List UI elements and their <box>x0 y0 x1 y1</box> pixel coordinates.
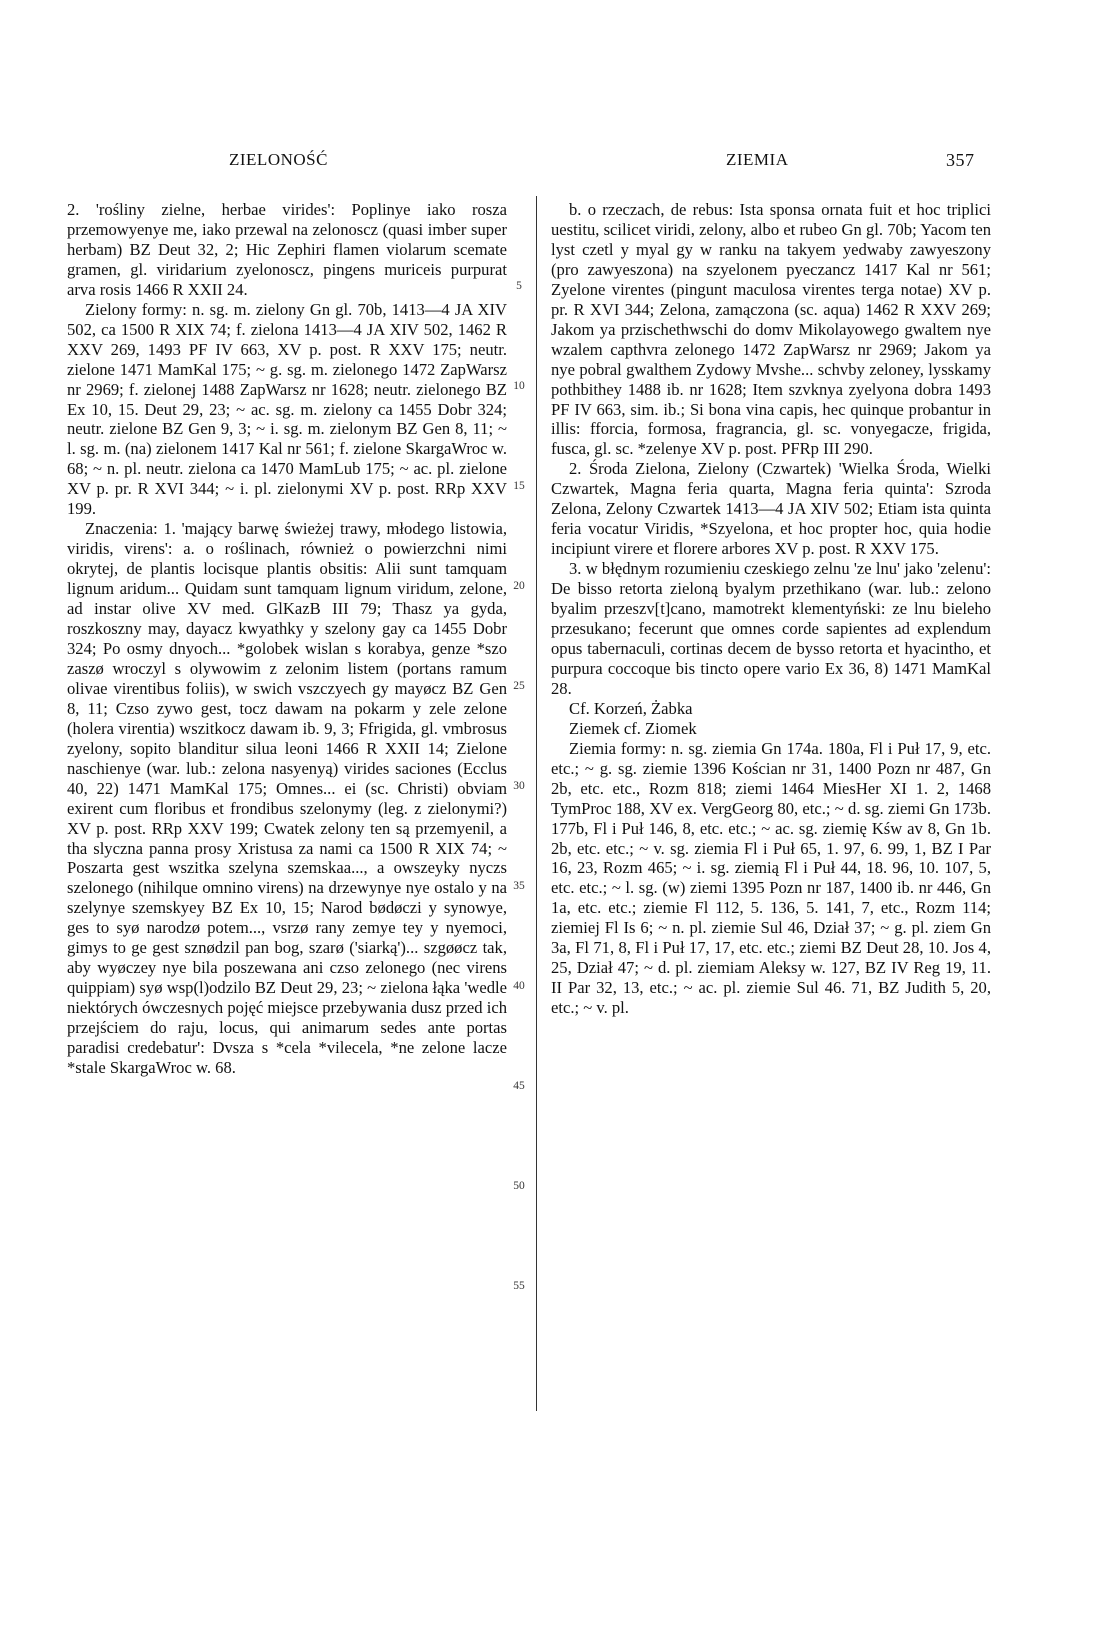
line-number: 10 <box>513 380 525 392</box>
page-number: 357 <box>946 150 975 170</box>
line-number: 15 <box>513 480 525 492</box>
right-column <box>551 200 991 1018</box>
column-divider <box>536 196 537 1411</box>
running-head-right: ZIEMIA <box>726 150 789 169</box>
paragraph: 3. w błędnym rozumieniu czeskiego zelnu 'ze lnu' jako 'zelenu': De bisso retorta zieloną byalym przethikano (war. lub.: zelono byalim przeszv[t]cano, mamotrekt klementyński: ze lnu bieleho przesukano; fecerunt que omnes corde sapientes ad explendum opus tabernaculi, cortinas decem de bysso retorta et hyacintho, et purpura coccoque bis tincto opere vario Ex 36, 8) 1471 MamKal 28. <box>551 559 991 698</box>
paragraph: 2. Środa Zielona, Zielony (Czwartek) 'Wielka Środa, Wielki Czwartek, Magna feria quarta, Magna feria quinta': Szroda Zelona, Zelony Czwartek 1413—4 JA XIV 502; Etiam ista quinta feria vocatur Viridis, *Szyelona, et hoc propter hoc, quia hodie incipiunt virere et florere arbores XV p. post. R XXV 175. <box>551 459 991 559</box>
paragraph: 2. 'rośliny zielne, herbae virides': Poplinye iako rosza przemowyenye me, iako przewal na zelonoscz (quasi imber super herbam) BZ Deut 32, 2; Hic Zephiri flamen violarum scemate gramen, gl. viridarium zyelonoscz, pingens muriceis purpurat arva rosis 1466 R XXII 24. <box>67 200 507 299</box>
line-number: 45 <box>513 1080 525 1092</box>
paragraph: Zielony formy: n. sg. m. zielony Gn gl. 70b, 1413—4 JA XIV 502, ca 1500 R XIX 74; f. zielona 1413—4 JA XIV 502, 1462 R XXV 269, 1493 PF IV 663, XV p. post. R XXV 175; neutr. zielone 1471 MamKal 175; ~ g. sg. m. zielonego 1472 ZapWarsz nr 2969; f. zielonej 1488 ZapWarsz nr 1628; neutr. zielonego BZ Ex 10, 15. Deut 29, 23; ~ ac. sg. m. zielony ca 1455 Dobr 324; neutr. zielone BZ Gen 9, 3; ~ i. sg. m. zielonym BZ Gen 8, 11; ~ l. sg. m. (na) zielonem 1417 Kal nr 561; f. zielone SkargaWroc w. 68; ~ n. pl. neutr. zielona ca 1470 MamLub 175; ~ ac. pl. zielone XV p. pr. R XVI 344; ~ i. pl. zielonymi XV p. post. RRp XXV 199. <box>67 299 507 519</box>
line-number: 30 <box>513 780 525 792</box>
line-number: 40 <box>513 980 525 992</box>
line-number: 5 <box>516 280 522 292</box>
entry-heading: Ziemek cf. Ziomek <box>569 718 697 738</box>
line-number: 35 <box>513 880 525 892</box>
paragraph: b. o rzeczach, de rebus: Ista sponsa ornata fuit et hoc triplici uestitu, scilicet viridi, zelony, albo et rubeo Gn gl. 70b; Yacom ten lyst czetl y myal gy w ranku na takyem yedwaby zawyeszony (pro zawyeszona) na szyelonem pyeczancz 1417 Kal nr 561; Zyelone virentes (pingunt maculosa virentes terga notae) XV p. pr. R XVI 344; Zelona, zamączona (sc. aqua) 1462 R XXV 269; Jakom ya przischethwschi do domv Mikolayowego gwaltem nye wzalem capthvra zelonego 1472 ZapWarsz nr 2969; Jakom ya nye pobral gwalthem Zydowy Mvshe... schvby zeloney, lysskamy pothbithey 1488 ib. nr 1628; Item szvknya zyelyona dobra 1493 PF IV 663, sim. ib.; Si bona vina capis, hec quinque probantur in illis: fforcia, formosa, fragrancia, gl. sc. vonyegacze, frigida, fusca, gl. sc. *zelenye XV p. post. PFRp III 290. <box>551 200 991 459</box>
cross-reference: Cf. Korzeń, Żabka <box>569 698 693 718</box>
paragraph: Ziemia formy: n. sg. ziemia Gn 174a. 180a, Fl i Puł 17, 9, etc. etc.; ~ g. sg. ziemie 1396 Kościan nr 31, 1400 Pozn nr 487, Gn 2b, etc. etc., Rozm 818; ziemi 1464 MiesHer XI 1. 2, 1468 TymProc 188, XV ex. VergGeorg 80, etc.; ~ d. sg. ziemi Gn 173b. 177b, Fl i Puł 146, 8, etc. etc.; ~ ac. sg. ziemię Kśw av 8, Gn 1b. 2b, etc. etc.; ~ v. sg. ziemia Fl i Puł 65, 1. 97, 6. 99, 1, BZ I Par 16, 23, Rozm 465; ~ i. sg. ziemią Fl i Puł 44, 18. 96, 10. 107, 5, etc. etc.; ~ l. sg. (w) ziemi 1395 Pozn nr 187, 1400 ib. nr 446, Gn 1a, etc. etc.; ziemie Fl 112, 5. 136, 5. 141, 7, etc., Rozm 114; ziemiej Fl Is 6; ~ n. pl. ziemie Sul 46, Dział 37; ~ g. pl. ziem Gn 3a, Fl 71, 8, Fl i Puł 17, 17, etc. etc.; ziemi BZ Deut 28, 10. Jos 4, 25, Dział 47; ~ d. pl. ziemiam Aleksy w. 127, BZ IV Reg 19, 11. II Par 32, 13, etc.; ~ ac. pl. ziemie Sul 46. 71, BZ Judith 5, 20, etc.; ~ v. pl. <box>551 738 991 1018</box>
running-head-left: ZIELONOŚĆ <box>229 150 328 169</box>
line-number: 20 <box>513 580 525 592</box>
paragraph: Znaczenia: 1. 'mający barwę świeżej trawy, młodego listowia, viridis, virens': a. o roślinach, również o powierzchni nimi okrytej, de plantis locisque plantis obsitis: Alii sunt tamquam lignum aridum... Quidam sunt tamquam lignum viridum, zelone, ad instar olive XV med. GlKazB III 79; Thasz ya gyda, roszkoszny may, dayacz kwyathky y szelony gay ca 1455 Dobr 324; Po osmy dnyoch... *golobek wislan s korabya, genze *szo zaszø wroczyl s olywowim z zelonim listem (portans ramum olivae virentibus foliis), w swich vszczyech gy mayøcz BZ Gen 8, 11; Czso zywo gest, tocz dawam na pokarm y zele zelone (holera virentia) wszitkocz dawam ib. 9, 3; Ffrigida, gl. vmbrosus zyelony, sopito blanditur silua leoni 1466 R XXII 14; Zielone naschienye (war. lub.: zelona nasyenyą) virides saciones (Ecclus 40, 22) 1471 MamKal 175; Omnes... ei (sc. Christi) obviam exirent cum floribus et frondibus szelonymy (leg. z zielonymi?) XV p. post. RRp XXV 199; Cwatek zelony ten są przemyenil, a tha slyczna panna prosy Xristusa za nami ca 1500 R XIX 74; ~ Poszarta gest wszitka szelyna szemskaa..., a owszeyky nyczs szelonego (nihilque omnino virens) na drzewynye nye ostalo y na szelynye szemskyey BZ Ex 10, 15; Narod bødøczi y synowye, ges to syø narodzø potem..., vsrzø rany zemye tey y nyemoci, gimys to ge gest sznødzil pan bog, szarø ('siarką')... szgøøcz tak, aby wyøczey nye bila poszewana ani czso zelonego (nec virens quippiam) syø wsp(l)odzilo BZ Deut 29, 23; ~ zielona łąka 'wedle niektórych ówczesnych pojęć miejsce przebywania dusz przed ich przejściem do raju, locus, qui animarum sedes ante portas paradisi credebatur': Dvsza s *cela *vilecela, *ne zelone lacze *stale SkargaWroc w. 68. <box>67 519 508 1077</box>
line-number: 55 <box>513 1280 525 1292</box>
line-number: 25 <box>513 680 525 692</box>
line-number: 50 <box>513 1180 525 1192</box>
left-column <box>67 200 507 1078</box>
